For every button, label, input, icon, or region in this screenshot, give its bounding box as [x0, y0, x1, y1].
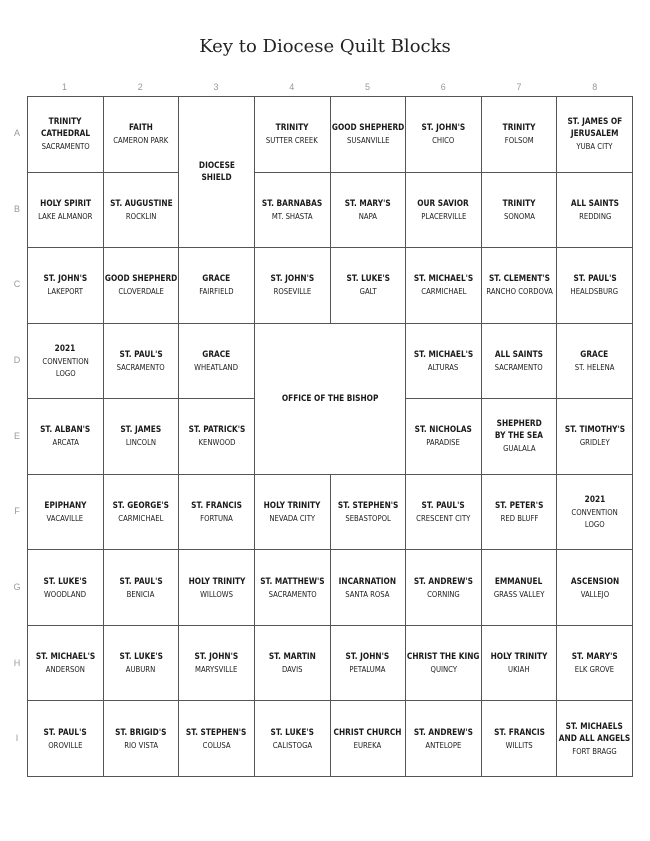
block-name: DIOCESE — [198, 161, 235, 172]
block-location: GUALALA — [502, 443, 536, 454]
block-location: VALLEJO — [580, 588, 609, 599]
block-location: FORTUNA — [200, 513, 233, 524]
block-name: ST. STEPHEN'S — [186, 727, 247, 738]
block-name: TRINITY — [275, 123, 309, 134]
quilt-block — [557, 550, 633, 626]
quilt-block — [406, 701, 482, 777]
block-location: GRASS VALLEY — [493, 588, 545, 599]
block-location: CORNING — [427, 588, 460, 599]
column-number: 8 — [592, 82, 598, 92]
quilt-block — [557, 701, 633, 777]
quilt-block — [482, 248, 558, 324]
block-name: EMMANUEL — [495, 576, 543, 587]
block-location: CARMICHAEL — [420, 286, 466, 297]
block-name: ST. NICHOLAS — [414, 425, 473, 436]
quilt-block — [104, 626, 180, 702]
quilt-block — [482, 550, 558, 626]
quilt-block — [104, 173, 180, 249]
quilt-block — [179, 399, 255, 475]
block-name: ST. JOHN'S — [270, 274, 314, 285]
block-name: ST. JOHN'S — [346, 652, 390, 663]
block-name: ST. JOHN'S — [43, 274, 88, 285]
column-number: 1 — [61, 82, 67, 92]
block-name: ST. ANDREW'S — [413, 727, 474, 738]
quilt-block — [28, 248, 104, 324]
row-letter: I — [15, 733, 19, 744]
block-name: BY THE SEA — [495, 431, 544, 442]
quilt-block — [179, 97, 255, 248]
quilt-block — [406, 550, 482, 626]
block-name: INCARNATION — [339, 576, 397, 587]
quilt-block — [557, 626, 633, 702]
block-location: ANDERSON — [45, 664, 85, 675]
quilt-block — [331, 173, 407, 249]
column-number: 7 — [516, 82, 522, 92]
quilt-block-grid — [27, 96, 633, 777]
block-location: CARMICHAEL — [118, 513, 164, 524]
block-location: GALT — [359, 286, 377, 297]
block-location: RED BLUFF — [500, 513, 538, 524]
quilt-block — [255, 248, 331, 324]
block-location: WILLITS — [505, 739, 533, 750]
block-location: KENWOOD — [198, 437, 236, 448]
quilt-block — [28, 626, 104, 702]
block-location: SONOMA — [503, 210, 535, 221]
block-name: ST. PAUL'S — [43, 727, 87, 738]
block-location: ST. HELENA — [574, 361, 615, 372]
block-location: NEVADA CITY — [269, 513, 316, 524]
block-name: ST. LUKE'S — [270, 727, 314, 738]
block-location: WHEATLAND — [194, 361, 239, 372]
block-name: ST. AUGUSTINE — [109, 198, 173, 209]
quilt-block — [104, 248, 180, 324]
block-location: WILLOWS — [200, 588, 233, 599]
quilt-block — [28, 173, 104, 249]
block-location: FOLSOM — [504, 135, 534, 146]
quilt-block — [406, 248, 482, 324]
quilt-block — [482, 324, 558, 400]
quilt-block — [406, 324, 482, 400]
quilt-block — [104, 475, 180, 551]
page-title: Key to Diocese Quilt Blocks — [199, 36, 451, 57]
block-name: HOLY SPIRIT — [39, 198, 91, 209]
block-name: EPIPHANY — [44, 501, 87, 512]
block-location: CHICO — [432, 135, 455, 146]
block-location: SACRAMENTO — [268, 588, 317, 599]
quilt-block — [482, 399, 558, 475]
column-number: 6 — [440, 82, 446, 92]
quilt-block — [406, 626, 482, 702]
block-name: HOLY TRINITY — [188, 576, 245, 587]
block-location: MARYSVILLE — [195, 664, 238, 675]
quilt-block — [406, 173, 482, 249]
quilt-block — [331, 248, 407, 324]
block-name: SHEPHERD — [496, 419, 542, 430]
block-location: WOODLAND — [44, 588, 87, 599]
block-name: ST. JAMES — [120, 425, 162, 436]
block-name: TRINITY — [502, 198, 536, 209]
quilt-block — [331, 701, 407, 777]
block-location: YUBA CITY — [576, 141, 613, 152]
quilt-block — [482, 173, 558, 249]
block-location: EUREKA — [354, 739, 382, 750]
block-location: HEALDSBURG — [570, 286, 619, 297]
block-name: 2021 — [55, 343, 76, 354]
quilt-block — [179, 248, 255, 324]
row-letter: C — [13, 279, 21, 290]
block-name: ALL SAINTS — [495, 349, 544, 360]
block-name: JERUSALEM — [570, 129, 619, 140]
block-location: LINCOLN — [125, 437, 157, 448]
row-letter: D — [13, 354, 21, 365]
block-name: ST. MICHAEL'S — [413, 274, 474, 285]
quilt-block — [28, 399, 104, 475]
quilt-block — [104, 97, 180, 173]
quilt-block — [557, 173, 633, 249]
block-name: GRACE — [580, 349, 609, 360]
quilt-block — [255, 173, 331, 249]
block-name: ST. PAUL'S — [421, 501, 466, 512]
quilt-block — [104, 324, 180, 400]
block-name: ST. PAUL'S — [119, 576, 163, 587]
block-name: ASCENSION — [570, 576, 619, 587]
block-location: CONVENTION — [571, 507, 618, 518]
row-letter: B — [13, 203, 20, 214]
block-name: ST. ANDREW'S — [413, 576, 474, 587]
block-location: LOGO — [55, 367, 76, 378]
block-location: FAIRFIELD — [199, 286, 234, 297]
block-name: HOLY TRINITY — [490, 652, 548, 663]
block-name: ST. LUKE'S — [119, 652, 163, 663]
block-name: GOOD SHEPHERD — [331, 123, 404, 134]
block-name: ST. PAUL'S — [573, 274, 617, 285]
column-number: 2 — [137, 82, 143, 92]
quilt-block — [179, 475, 255, 551]
block-location: SUSANVILLE — [346, 135, 390, 146]
row-letter: G — [13, 581, 21, 592]
block-name: 2021 — [584, 495, 605, 506]
row-letter: A — [13, 127, 20, 138]
block-name: ST. LUKE'S — [43, 576, 88, 587]
block-location: OROVILLE — [48, 739, 83, 750]
block-name: SHIELD — [201, 173, 232, 184]
quilt-block — [406, 97, 482, 173]
quilt-block — [482, 701, 558, 777]
quilt-block — [255, 324, 406, 475]
quilt-block — [255, 701, 331, 777]
block-location: DAVIS — [281, 664, 303, 675]
column-number: 5 — [364, 82, 370, 92]
block-name: TRINITY — [502, 123, 536, 134]
block-location: BENICIA — [127, 588, 155, 599]
quilt-block — [179, 324, 255, 400]
block-name: ST. MICHAEL'S — [413, 349, 474, 360]
block-location: CONVENTION — [42, 355, 89, 366]
block-name: AND ALL ANGELS — [558, 733, 631, 744]
block-name: ST. MICHAELS — [566, 721, 624, 732]
block-name: ST. PAUL'S — [119, 349, 163, 360]
block-location: ROCKLIN — [125, 210, 157, 221]
quilt-block — [557, 248, 633, 324]
quilt-block — [255, 475, 331, 551]
quilt-block — [179, 550, 255, 626]
block-name: ST. LUKE'S — [346, 274, 390, 285]
quilt-block — [557, 97, 633, 173]
quilt-block — [28, 475, 104, 551]
quilt-block — [406, 475, 482, 551]
block-location: PARADISE — [426, 437, 461, 448]
block-name: OFFICE OF THE BISHOP — [281, 393, 379, 404]
block-name: GRACE — [202, 349, 231, 360]
quilt-block — [482, 97, 558, 173]
quilt-block — [255, 626, 331, 702]
block-name: GOOD SHEPHERD — [104, 274, 178, 285]
block-name: ST. PETER'S — [494, 501, 544, 512]
block-name: CHRIST CHURCH — [333, 727, 402, 738]
block-name: FAITH — [128, 123, 153, 134]
block-location: FORT BRAGG — [572, 745, 617, 756]
block-name: ST. FRANCIS — [493, 727, 545, 738]
quilt-block — [255, 550, 331, 626]
quilt-block — [28, 701, 104, 777]
quilt-block — [331, 626, 407, 702]
block-location: QUINCY — [430, 664, 457, 675]
row-letter: E — [13, 430, 20, 441]
block-name: HOLY TRINITY — [263, 501, 321, 512]
block-location: RIO VISTA — [123, 739, 158, 750]
block-location: UKIAH — [508, 664, 530, 675]
block-name: CATHEDRAL — [40, 129, 90, 140]
block-location: SEBASTOPOL — [345, 513, 391, 524]
quilt-block — [331, 97, 407, 173]
quilt-block — [482, 626, 558, 702]
block-location: CLOVERDALE — [118, 286, 164, 297]
block-location: SANTA ROSA — [345, 588, 390, 599]
block-location: PLACERVILLE — [420, 210, 466, 221]
block-location: LAKE ALMANOR — [38, 210, 93, 221]
block-name: ALL SAINTS — [570, 198, 619, 209]
block-name: TRINITY — [48, 117, 82, 128]
block-location: LAKEPORT — [47, 286, 84, 297]
quilt-block — [179, 701, 255, 777]
block-location: PETALUMA — [349, 664, 386, 675]
block-location: ALTURAS — [428, 361, 459, 372]
block-location: NAPA — [358, 210, 377, 221]
block-location: GRIDLEY — [579, 437, 610, 448]
block-location: SUTTER CREEK — [266, 135, 319, 146]
block-name: ST. PATRICK'S — [188, 425, 245, 436]
block-name: ST. MARY'S — [571, 652, 618, 663]
block-name: ST. MICHAEL'S — [35, 652, 96, 663]
quilt-block — [28, 97, 104, 173]
quilt-block — [557, 324, 633, 400]
block-name: OUR SAVIOR — [417, 198, 470, 209]
block-name: ST. BARNABAS — [262, 198, 323, 209]
block-location: SACRAMENTO — [116, 361, 165, 372]
block-location: REDDING — [578, 210, 611, 221]
quilt-block — [557, 399, 633, 475]
block-name: GRACE — [202, 274, 231, 285]
block-name: ST. MARTIN — [268, 652, 316, 663]
block-location: SACRAMENTO — [494, 361, 544, 372]
block-location: CAMERON PARK — [113, 135, 169, 146]
block-name: ST. ALBAN'S — [40, 425, 91, 436]
block-location: MT. SHASTA — [271, 210, 313, 221]
block-location: CALISTOGA — [272, 739, 312, 750]
quilt-block — [179, 626, 255, 702]
block-location: RANCHO CORDOVA — [485, 286, 553, 297]
column-number: 4 — [289, 82, 295, 92]
block-name: ST. JOHN'S — [194, 652, 239, 663]
quilt-block — [104, 701, 180, 777]
quilt-block — [28, 550, 104, 626]
quilt-block — [104, 550, 180, 626]
block-location: SACRAMENTO — [41, 141, 90, 152]
quilt-block — [557, 475, 633, 551]
block-name: ST. MATTHEW'S — [260, 576, 325, 587]
quilt-block — [28, 324, 104, 400]
quilt-block — [331, 550, 407, 626]
quilt-block — [255, 97, 331, 173]
block-location: ANTELOPE — [425, 739, 462, 750]
block-location: ELK GROVE — [575, 664, 615, 675]
block-location: CRESCENT CITY — [416, 513, 471, 524]
quilt-block — [104, 399, 180, 475]
row-letter: F — [14, 506, 20, 517]
block-name: ST. JAMES OF — [567, 117, 623, 128]
block-name: CHRIST THE KING — [407, 652, 480, 663]
block-name: ST. BRIGID'S — [115, 727, 167, 738]
quilt-block — [482, 475, 558, 551]
block-name: ST. MARY'S — [344, 198, 391, 209]
block-location: AUBURN — [126, 664, 156, 675]
block-location: COLUSA — [202, 739, 231, 750]
block-location: VACAVILLE — [46, 513, 84, 524]
block-name: ST. STEPHEN'S — [337, 501, 399, 512]
row-letter: H — [13, 657, 21, 668]
quilt-block — [406, 399, 482, 475]
block-name: ST. CLEMENT'S — [488, 274, 550, 285]
block-name: ST. GEORGE'S — [112, 501, 170, 512]
block-location: ARCATA — [52, 437, 79, 448]
block-name: ST. FRANCIS — [191, 501, 242, 512]
column-number: 3 — [213, 82, 219, 92]
block-name: ST. JOHN'S — [421, 123, 466, 134]
block-location: ROSEVILLE — [273, 286, 312, 297]
block-location: LOGO — [584, 519, 605, 530]
block-name: ST. TIMOTHY'S — [564, 425, 625, 436]
quilt-block — [331, 475, 407, 551]
